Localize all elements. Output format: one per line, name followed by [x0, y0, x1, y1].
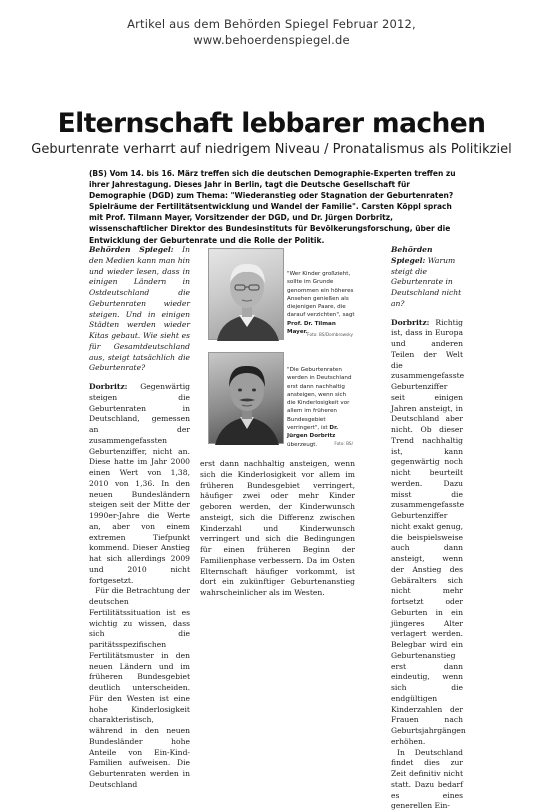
- text-column-3: [391, 245, 463, 812]
- question-2-speaker: Behörden Spiegel:: [391, 245, 433, 265]
- article-subtitle: Geburtenrate verharrt auf niedrigem Niveau / Pronatalismus als Politikziel: [0, 142, 543, 157]
- question-2: [391, 245, 463, 310]
- answer-2-text: Richtig ist, dass in Europa und anderen Teilen der Welt die zusammengefasste Geburtenziffer seit einigen Jahren ansteigt, in Deutschland aber nicht. Ob dieser Trend nachhaltig ist, kann gegenwärtig noch nicht beurteilt werden. Dazu misst die zusammengefasste Geburtenziffer nicht exakt genug, die beispielsweise auch dann ansteigt, wenn der Anstieg des Gebäralters sich nicht mehr fortsetzt oder Geburten in ein jüngeres Alter verlagert werden. Belegbar wird ein Geburtenanstieg erst dann eindeutig, wenn sich die endgültigen Kinderzahlen der Frauen nach Geburtsjahrgängen erhöhen.: [391, 318, 466, 746]
- article-lead: (BS) Vom 14. bis 16. März treffen sich die deutschen Demographie-Experten treffen zu ihrer Jahrestagung. Dieses Jahr in Berlin, tagt die Deutsche Gesellschaft für Demographie (DGD) zum Thema: "Wiederanstieg oder Stagnation der Geburtenraten? Spielräume der Fertilitätsentwicklung und Wandel der Familie". Carsten Köppl sprach mit Prof. Tilmann Mayer, Vorsitzender der DGD, und Dr. Jürgen Dorbritz, wissenschaftlicher Direktor des Bundesinstituts für Bevölkerungsforschung, über die Entwicklung der Geburtenrate und die Rolle der Politik.: [89, 168, 459, 246]
- publication-header: [0, 16, 543, 48]
- portrait-photo-mayer: [208, 248, 284, 340]
- question-1-speaker: Behörden Spiegel:: [89, 245, 174, 254]
- photo-caption-mayer: [287, 270, 355, 336]
- answer-1-text: Gegenwärtig steigen die Geburtenraten in Deutschland, gemessen an der zusammengefassten Geburtenziffer, nicht an. Diese hatte im Jahr 2000 einen Wert von 1,38, 2010 von 1,36. In den neuen Bundesländern steigen seit der Mitte der 1990er-Jahre die Werte an, aber von einem extremen Tiefpunkt kommend. Dieser Anstieg hat sich allerdings 2009 und 2010 nicht fortgesetzt.: [89, 382, 190, 585]
- answer-2-speaker: Dorbritz:: [391, 318, 429, 327]
- photo-caption-dorbritz: [287, 366, 355, 449]
- caption-2-tail: überzeugt.: [287, 442, 317, 448]
- text-column-2: [200, 459, 355, 599]
- portrait-photo-dorbritz: [208, 352, 284, 444]
- text-column-1: [89, 245, 190, 791]
- paragraph-column-3: In Deutschland findet dies zur Zeit definitiv nicht statt. Dazu bedarf es eines generellen Ein-: [391, 748, 463, 812]
- portrait-dorbritz-illustration: [209, 353, 285, 445]
- question-1-text: In den Medien kann man hin und wieder lesen, dass in einigen Ländern in Ostdeutschland die Geburtenraten wieder steigen. Und in einigen Städten werden wieder Kitas gebaut. Wie sieht es für Gesamtdeutschland aus, steigt tatsächlich die Geburtenrate?: [89, 245, 190, 372]
- portrait-mayer-illustration: [209, 249, 285, 341]
- photo-credit-1: Foto: BS/Dombrowsky: [290, 332, 353, 337]
- caption-2-name: Dr. Jürgen Dorbritz: [287, 425, 338, 439]
- question-2-text: Warum steigt die Geburtenrate in Deutschland nicht an?: [391, 256, 461, 308]
- answer-2: [391, 318, 463, 748]
- header-line-1: Artikel aus dem Behörden Spiegel Februar 2012,: [0, 16, 543, 32]
- caption-1-name: Prof. Dr. Tilman Mayer.: [287, 321, 336, 335]
- photo-credit-2: Foto: BS/: [290, 441, 353, 446]
- question-1: [89, 245, 190, 374]
- caption-2-quote: "Die Geburtenraten werden in Deutschland erst dann nachhaltig ansteigen, wenn sich die Kinderlosigkeit vor allem im früheren Bundesgebiet verringert", ist: [287, 367, 352, 431]
- header-line-2: www.behoerdenspiegel.de: [0, 32, 543, 48]
- article-title: Elternschaft lebbarer machen: [0, 108, 543, 139]
- answer-1-speaker: Dorbritz:: [89, 382, 127, 391]
- paragraph-fertility: Für die Betrachtung der deutschen Fertilitätssituation ist es wichtig zu wissen, dass sich die paritätsspezifischen Fertilitätsmuster in den neuen Ländern und im früheren Bundesgebiet deutlich unterscheiden. Für den Westen ist eine hohe Kinderlosigkeit charakteristisch, während in den neuen Bundesländer hohe Anteile von Ein-Kind-Familien aufweisen. Die Geburtenraten werden in Deutschland: [89, 586, 190, 790]
- paragraph-column-2: erst dann nachhaltig ansteigen, wenn sich die Kinderlosigkeit vor allem im früheren Bundesgebiet verringert, häufiger zwei oder mehr Kinder geboren werden, der Kinderwunsch ansteigt, sich die Differenz zwischen Kinderzahl und Kinderwunsch verringert und sich die Bedingungen für einen früheren Beginn der Familienphase verbessern. Da im Osten Elternschaft häufiger vorkommt, ist dort ein zukünftiger Geburtenanstieg wahrscheinlicher als im Westen.: [200, 459, 355, 599]
- answer-1: [89, 382, 190, 586]
- caption-1-quote: "Wer Kinder großzieht, sollte im Grunde genommen ein höheres Ansehen genießen als diejenigen Paare, die darauf verzichten", sagt: [287, 271, 355, 318]
